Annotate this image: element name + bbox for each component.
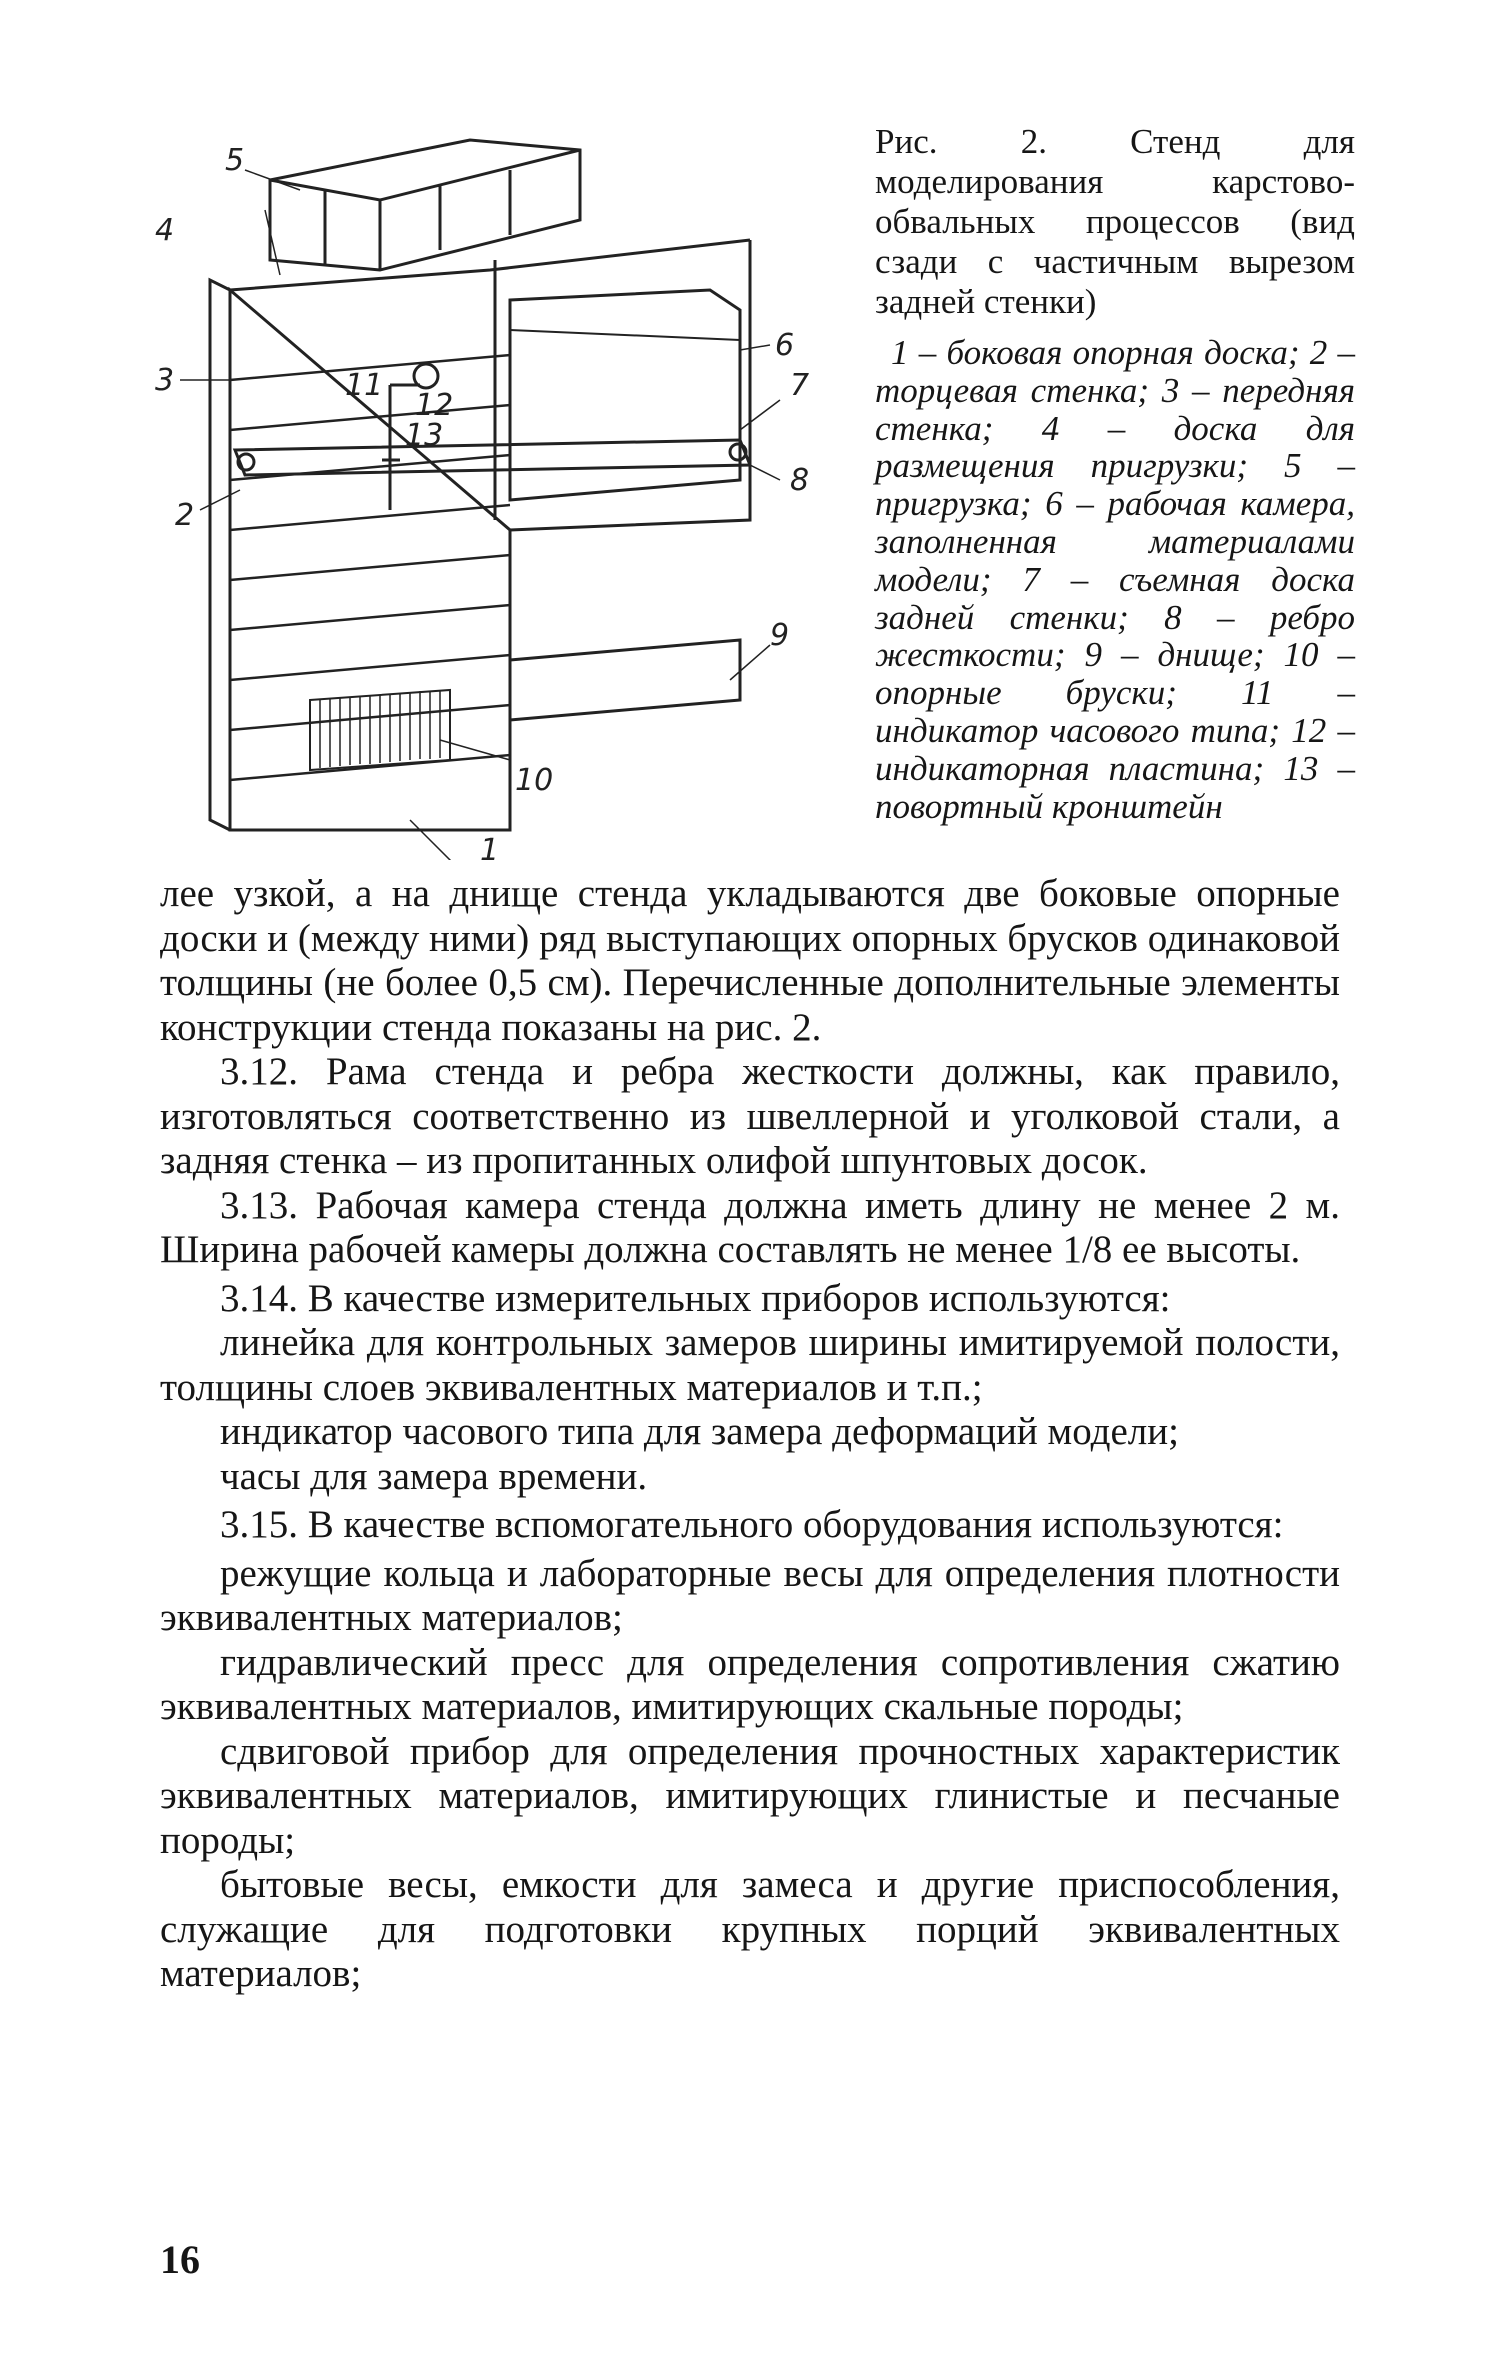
leader-9 <box>730 645 770 680</box>
label-11: 11 <box>345 368 384 403</box>
figure-caption <box>875 122 1355 825</box>
label-1: 1 <box>480 833 500 860</box>
surcharge-blocks <box>270 140 580 270</box>
indicator-dial <box>414 364 438 388</box>
list-item: часы для замера времени. <box>220 1454 648 1498</box>
label-5: 5 <box>225 143 245 178</box>
caption-legend: 1 – боковая опорная доска; 2 – торцевая стенка; 3 – передняя стенка; 4 – доска для размещения пригрузки; 5 – пригрузка; 6 – рабочая камера, заполненная материалами модели; 7 – съемная доска задней стенки; 8 – ребро жесткости; 9 – днище; 10 – опорные бруски; 11 – индикатор часового типа; 12 – индикаторная пластина; 13 – повортный кронштейн <box>875 333 1355 826</box>
list-item: бытовые весы, емкости для замеса и другие приспособления, служащие для подготовки крупных порций эквивалентных материалов; <box>160 1863 1340 1995</box>
leader-2 <box>200 490 240 510</box>
paragraph-3-15: 3.15. В качестве вспомогательного оборудования используются: <box>220 1503 1284 1546</box>
label-4: 4 <box>155 213 175 248</box>
label-7: 7 <box>790 368 810 403</box>
list-item: линейка для контрольных замеров ширины имитируемой полости, толщины слоев эквивалентных материалов и т.п.; <box>160 1321 1340 1409</box>
leader-1 <box>410 820 480 860</box>
label-12: 12 <box>415 388 454 423</box>
leader-8 <box>750 465 780 480</box>
stand-drawing <box>150 100 880 860</box>
list-item: сдвиговой прибор для определения прочностных характеристик эквивалентных материалов, имитирующих глинистые и песчаные породы; <box>160 1729 1340 1862</box>
leader-5 <box>245 170 300 190</box>
right-edge <box>510 240 750 530</box>
leader-7 <box>740 400 780 430</box>
top-edge <box>230 240 750 290</box>
figure-stand-diagram <box>150 100 880 860</box>
bottom-plate <box>510 640 740 720</box>
label-6: 6 <box>775 328 795 363</box>
paragraph-3-12: 3.12. Рама стенда и ребра жесткости должны, как правило, изготовляться соответственно из швеллерной и уголковой стали, а задняя стенка – из пропитанных олифой шпунтовых досок. <box>160 1050 1340 1182</box>
label-8: 8 <box>790 463 810 498</box>
paragraph-3-14: 3.14. В качестве измерительных приборов используются: <box>220 1276 1171 1320</box>
paragraph-3-13: 3.13. Рабочая камера стенда должна иметь длину не менее 2 м. Ширина рабочей камеры должна составлять не менее 1/8 ее высоты. <box>160 1183 1340 1271</box>
label-13: 13 <box>405 418 444 453</box>
chamber-fill-line <box>510 330 740 340</box>
leader-6 <box>740 345 770 350</box>
paragraph: лее узкой, а на днище стенда укладываются две боковые опорные доски и (между ними) ряд выступающих опорных брусков одинаковой толщины (не более 0,5 см). Перечисленные дополнительные элементы конструкции стенда показаны на рис. 2. <box>160 872 1340 1049</box>
list-item: индикатор часового типа для замера деформаций модели; <box>220 1410 1179 1453</box>
list-item: гидравлический пресс для определения сопротивления сжатию эквивалентных материалов, имитирующих скальные породы; <box>160 1640 1340 1728</box>
label-2: 2 <box>175 498 195 533</box>
list-item: режущие кольца и лабораторные весы для определения плотности эквивалентных материалов; <box>160 1551 1340 1639</box>
body-text <box>160 872 1340 1997</box>
label-3: 3 <box>155 363 175 398</box>
label-10: 10 <box>515 763 554 798</box>
support-bar-ribs <box>320 690 440 768</box>
leader-4 <box>265 210 280 275</box>
side-post <box>210 280 230 830</box>
label-9: 9 <box>770 618 790 653</box>
page-number: 16 <box>160 2237 200 2282</box>
caption-title: Рис. 2. Стенд для моделирования карстово-обвальных процессов (вид сзади с частичным вырезом задней стенки) <box>875 122 1355 321</box>
